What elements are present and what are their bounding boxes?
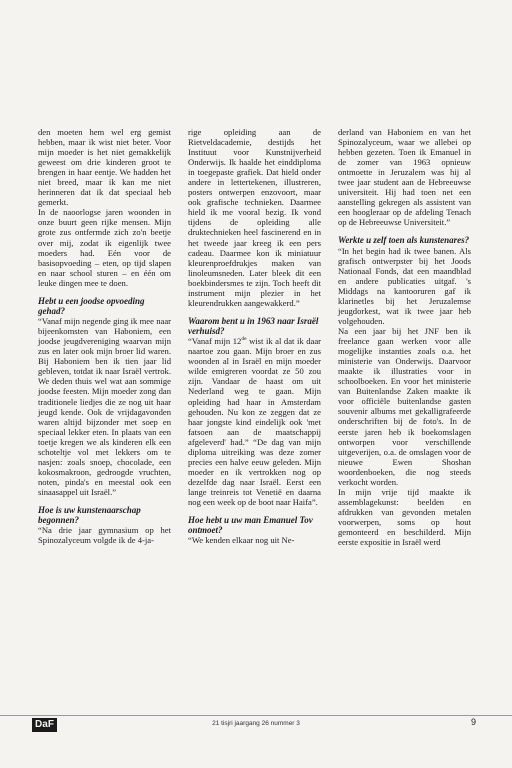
column-1 (38, 127, 171, 547)
question-heading: Werkte u zelf toen als kunstenares? (338, 235, 470, 246)
paragraph: “Vanaf mijn negende ging ik mee naar bijeenkomsten van Haboniem, een joodse jeugdvereniging waarvan mijn zus en later ook mijn broer lid waren. Bij Haboniem ben ik tien jaar lid gebleven, totdat ik naar Israël vertrok. We deden thuis wel wat aan sommige joodse feesten. Mijn moeder zong dan traditionele liedjes die ze nog uit haar jeugd kende. Ook de vrijdagavonden waren altijd bijzonder met soep en speciaal lekker eten. In plaats van een toetje kregen we als kinderen elk een schoteltje vol met lekkers om te nasjen: zoals snoep, chocolade, een kokosmakroon, gedroogde vruchten, noten, pinda's en meestal ook een sinaasappel uit Israël.” (38, 316, 171, 497)
question-heading: Hoe hebt u uw man Emanuel Tov ontmoet? (188, 515, 313, 536)
paragraph: Na een jaar bij het JNF ben ik freelance gaan werken voor alle mogelijke instanties zoals o.a. het ministerie van Onderwijs. Daarvoor maakte ik illustraties voor in schoolboeken. En voor het ministerie van Buitenlandse Zaken maakte ik voor officiële buitenlandse gasten souvenir albums met gekalligrafeerde onderschriften bij de foto's. In de eerste jaren heb ik boekomslagen ontworpen voor verschillende uitgeverijen, o.a. de omslagen voor de nieuwe Ewen Shoshan woordenboeken, die nog steeds verkocht worden. (338, 326, 471, 487)
paragraph (188, 336, 321, 507)
article-body (38, 127, 471, 547)
paragraph: den moeten hem wel erg gemist hebben, maar ik wist niet beter. Voor mijn moeder is het niet gemakkelijk geweest om drie kinderen groot te brengen in haar eentje. We hadden het niet breed, maar ik kan me niet herinneren dat ik dat speciaal heb gemerkt. (38, 127, 171, 208)
question-heading: Waarom bent u in 1963 naar Israël verhuisd? (188, 315, 319, 337)
question-heading: Hebt u een joodse opvoeding gehad? (38, 295, 145, 316)
superscript: de (241, 336, 247, 343)
column-2 (188, 127, 321, 547)
issue-info: 21 tisjri jaargang 26 nummer 3 (212, 720, 300, 727)
paragraph: “In het begin had ik twee banen. Als grafisch ontwerpster bij het Joods Nationaal Fonds, dat een maandblad en andere publicaties uitgaf. 's Middags na kantooruren gaf ik klarinetles bij het Jeruzalemse jeugdorkest, wat ik twee jaar heb volgehouden. (338, 245, 471, 326)
paragraph: “Na drie jaar gymnasium op het Spinozalyceum volgde ik de 4-ja- (38, 525, 171, 546)
magazine-logo: DaF (32, 718, 57, 732)
text-run: “Vanaf mijn 12 (188, 336, 242, 347)
text-run: wist ik al dat ik daar naartoe zou gaan. Mijn broer en zus woonden al in Israël en mijn moeder wilde emigreren voordat ze 50 zou zijn. Vandaar de haast om uit Nederland weg te gaan. Mijn opleiding had haar in Amsterdam gehouden. Nu kon ze zeggen dat ze haar jongste kind eindelijk ook 'met fatsoen aan de maatschappij afgeleverd' had.” “De dag van mijn diploma uitreiking was deze zomer precies een halve eeuw geleden. Mijn moeder en ik vertrokken nog op dezelfde dag naar Israël. Eerst een lange treinreis tot Venetië en daarna nog een week op de boot naar Haifa”. (188, 336, 321, 507)
column-3 (338, 127, 471, 547)
paragraph: rige opleiding aan de Rietveldacademie, destijds het Instituut voor Kunstnijverheid Onderwijs. Ik haalde het einddiploma in toegepaste grafiek. Dat hield onder andere in lettertekenen, illustreren, posters ontwerpen enzovoort, maar ook grafische technieken. Daarmee hield ik me vooral bezig. Ik vond tijdens de opleiding alle druktechnieken heel fascinerend en in het tweede jaar kreeg ik een pers cadeau. Daarmee kon ik miniatuur kleurenproefdrukjes maken van linoleumsneden. Later bleek dit een boekbindersmes te zijn. Toch heeft dit instrument mijn plezier in het kleurendrukken aangewakkerd.” (188, 127, 321, 308)
paragraph: In de naoorlogse jaren woonden in onze buurt geen rijke mensen. Mijn grote zus ontfermde zich zo'n beetje over mij, zodat ik eigenlijk twee moeders had. Eén voor de basisopvoeding – eten, op tijd slapen en naar school sturen – en één om leuke dingen mee te doen. (38, 207, 171, 288)
paragraph: “We kenden elkaar nog uit Ne- (188, 535, 295, 546)
footer-rule (0, 715, 512, 716)
page-number: 9 (470, 717, 476, 727)
paragraph: derland van Haboniem en van het Spinozalyceum, waar we allebei op hebben gezeten. Toen ik Emanuel in de zomer van 1963 opnieuw ontmoette in Jeruzalem was hij al twee jaar student aan de Hebreeuwse universiteit. Hij had toen net een aanstelling gekregen als assistent van een hoogleraar op de afdeling Tenach op de Hebreeuwse Universiteit.” (338, 127, 471, 228)
paragraph: In mijn vrije tijd maakte ik assemblagekunst: beelden en afdrukken van gevonden metalen voorwerpen, soms op hout gemonteerd en beschilderd. Mijn eerste expositie in Israël werd (338, 486, 471, 548)
question-heading: Hoe is uw kunstenaarschap begonnen? (38, 505, 141, 526)
